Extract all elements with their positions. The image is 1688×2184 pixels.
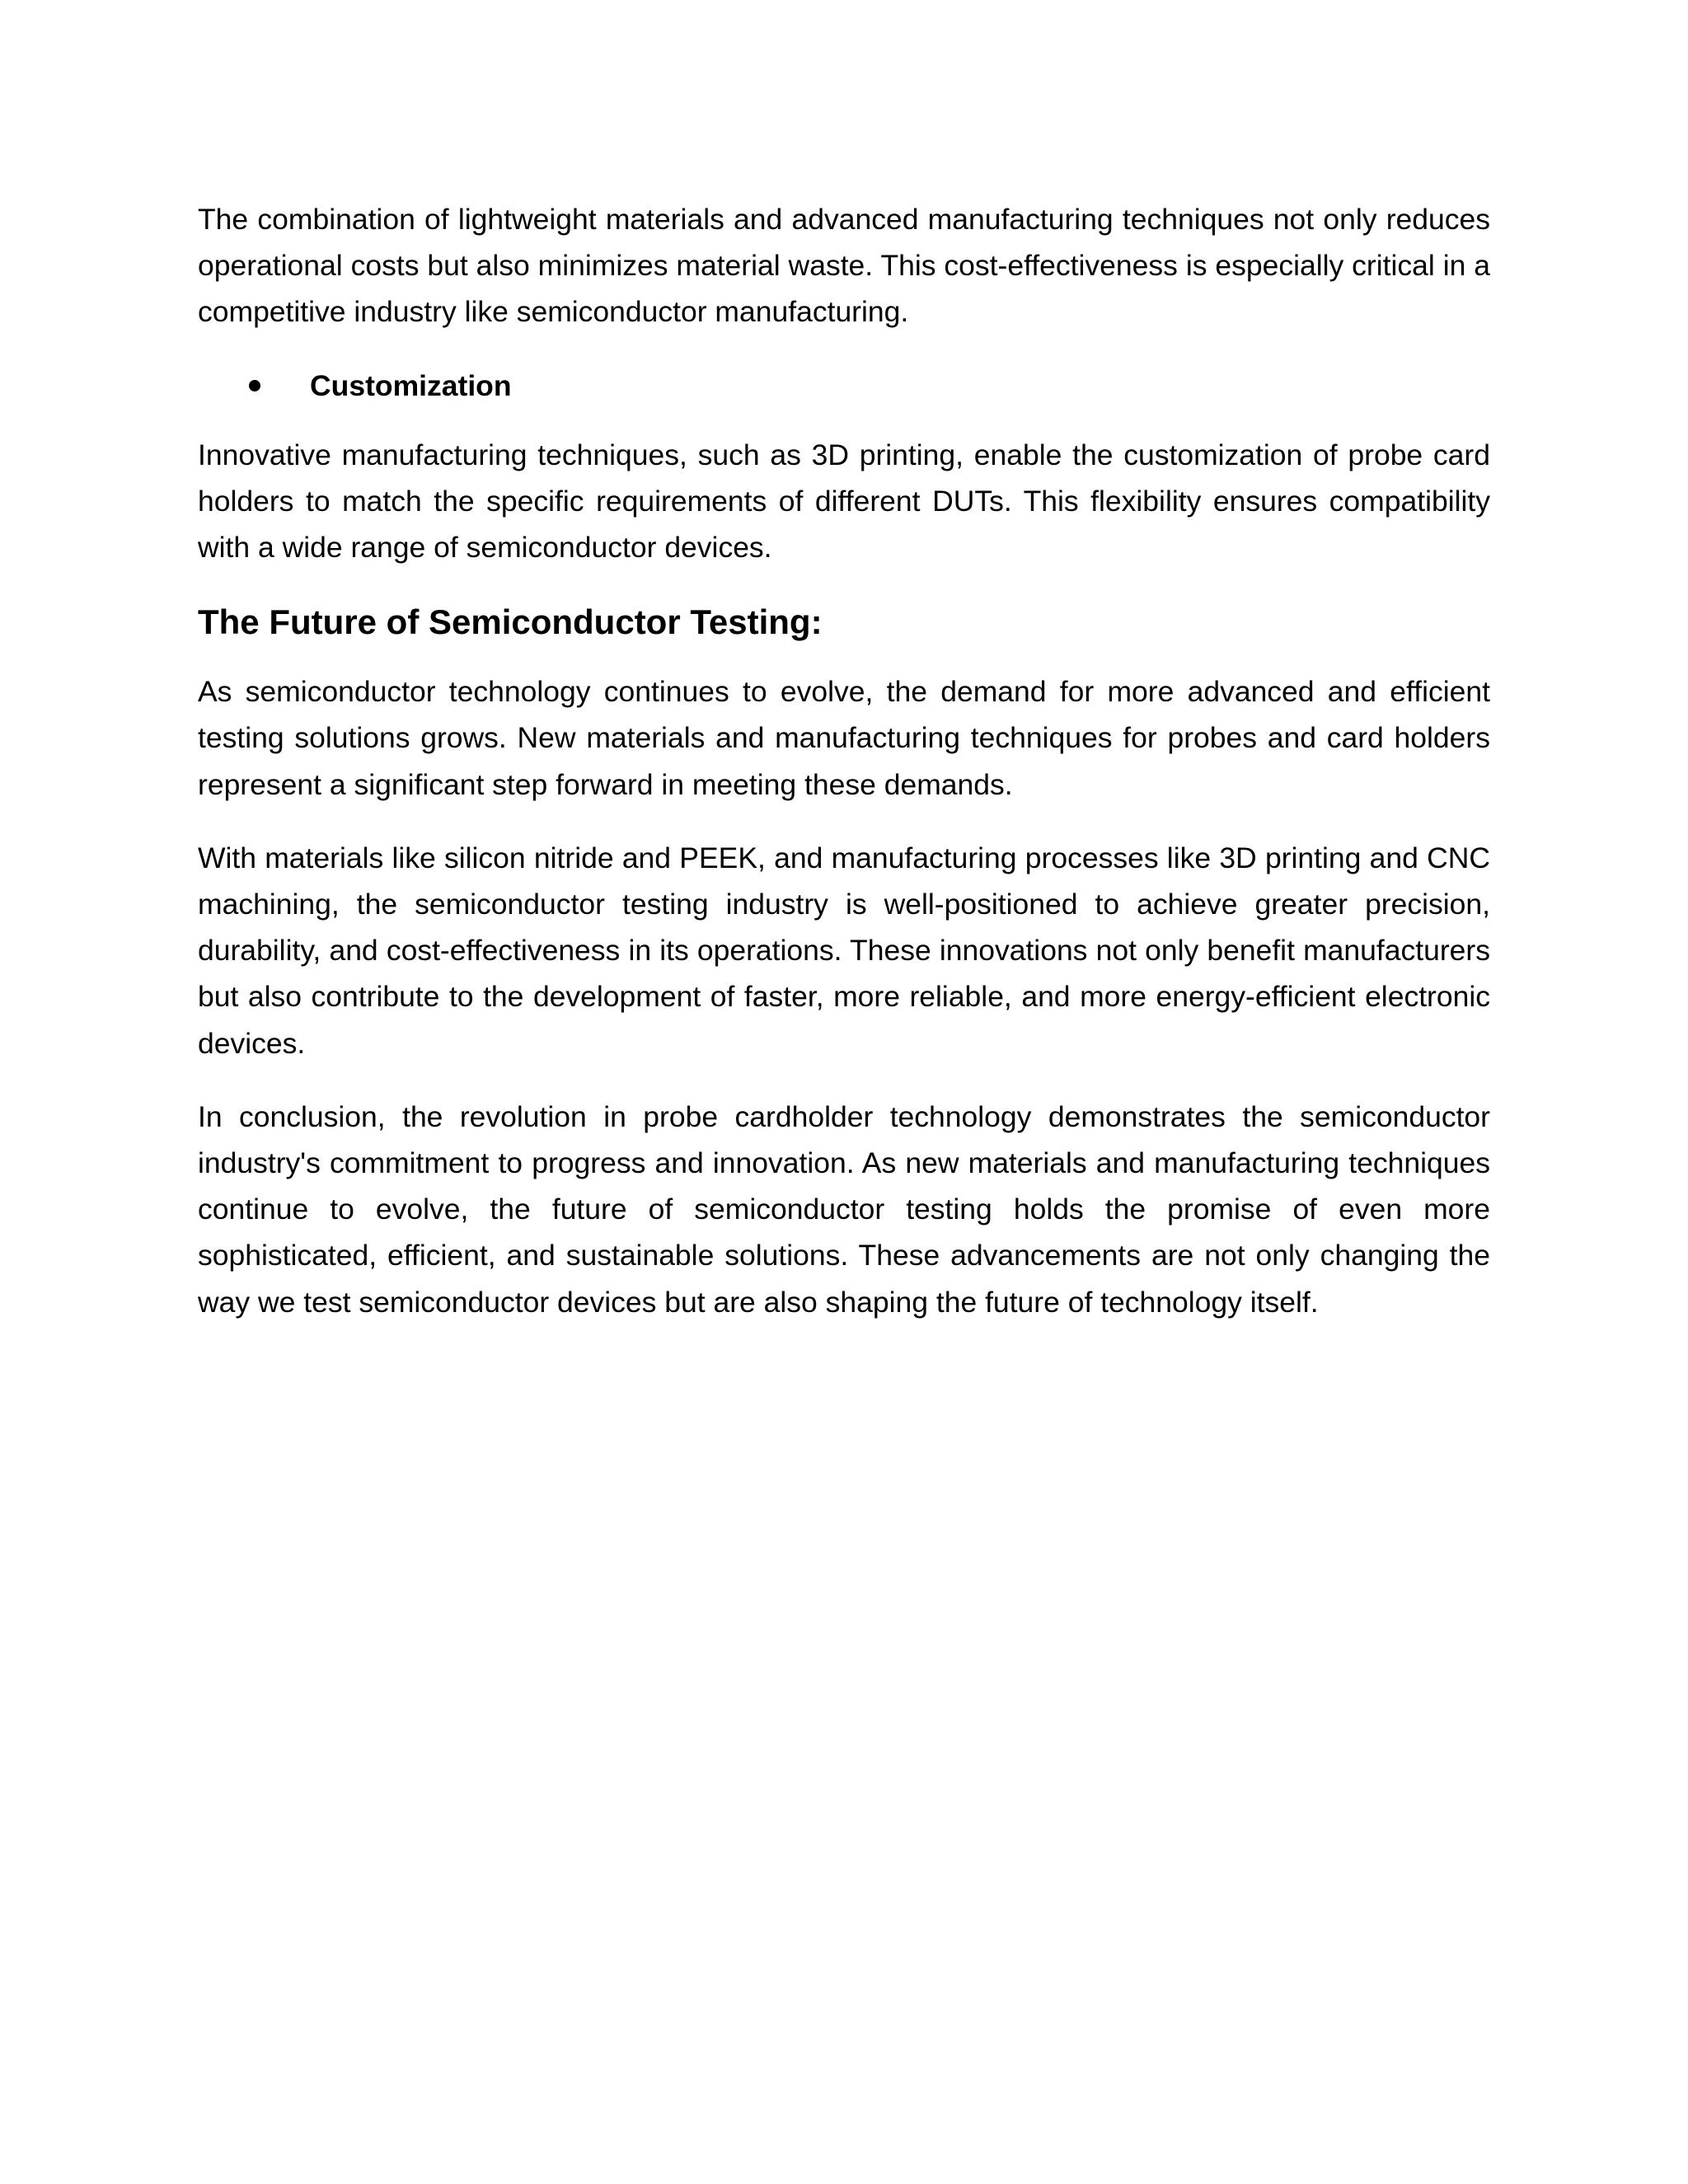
bullet-icon [249, 380, 260, 391]
section-heading: The Future of Semiconductor Testing: [198, 602, 823, 642]
paragraph-conclusion: In conclusion, the revolution in probe cardholder technology demonstrates the semiconductor industry's commitment to progress and innovation. As new materials and manufacturing techniques continue to evolve, the future of semiconductor testing holds the promise of even more sophisticated, efficient, and sustainable solutions. These advancements are not only changing the way we test semiconductor devices but are also shaping the future of technology itself. [198, 1099, 1490, 1319]
paragraph-customization: Innovative manufacturing techniques, such as 3D printing, enable the customization of probe card holders to match the specific requirements of different DUTs. This flexibility ensures compatibility with a wide range of semiconductor devices. [198, 438, 1490, 565]
document-body [198, 196, 1490, 1352]
paragraph-demand: As semiconductor technology continues to evolve, the demand for more advanced and efficient testing solutions grows. New materials and manufacturing techniques for probes and card holders represent a significant step forward in meeting these demands. [198, 675, 1490, 801]
bullet-label: Customization [310, 368, 512, 402]
bullet-item-customization [198, 363, 1490, 409]
paragraph-cost-effectiveness: The combination of lightweight materials and advanced manufacturing techniques not only reduces operational costs but also minimizes material waste. This cost-effectiveness is especially critical in a competitive industry like semiconductor manufacturing. [198, 203, 1490, 329]
paragraph-materials: With materials like silicon nitride and PEEK, and manufacturing processes like 3D printing and CNC machining, the semiconductor testing industry is well-positioned to achieve greater precision, durability, and cost-effectiveness in its operations. These innovations not only benefit manufacturers but also contribute to the development of faster, more reliable, and more energy-efficient electronic devices. [198, 841, 1490, 1060]
